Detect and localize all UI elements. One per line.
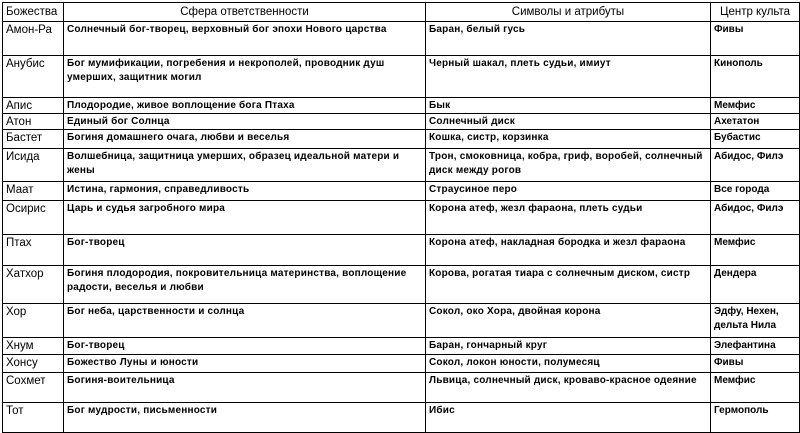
deity-sphere: Волшебница, защитница умерших, образец идеальной матери и жены	[64, 149, 426, 182]
deity-cult-center: Дендера	[711, 266, 800, 304]
deity-sphere: Бог-творец	[64, 235, 426, 266]
deity-name: Хонсу	[3, 355, 64, 373]
table-row	[3, 304, 800, 338]
deity-cult-center: Мемфис	[711, 235, 800, 266]
deity-symbols: Баран, гончарный круг	[426, 338, 711, 355]
deity-name: Маат	[3, 182, 64, 201]
deity-cult-center: Фивы	[711, 22, 800, 56]
deity-sphere: Истина, гармония, справедливость	[64, 182, 426, 201]
table-row	[3, 22, 800, 56]
deity-name: Тот	[3, 403, 64, 433]
table-row	[3, 182, 800, 201]
table-row	[3, 114, 800, 130]
deity-name: Анубис	[3, 56, 64, 98]
header-sphere: Сфера ответственности	[64, 3, 426, 22]
deity-name: Птах	[3, 235, 64, 266]
deity-cult-center: Абидос, Филэ	[711, 149, 800, 182]
deity-cult-center: Кинополь	[711, 56, 800, 98]
deity-symbols: Черный шакал, плеть судьи, имиут	[426, 56, 711, 98]
deity-name: Сохмет	[3, 373, 64, 403]
deity-cult-center: Абидос, Филэ	[711, 201, 800, 235]
deity-cult-center: Все города	[711, 182, 800, 201]
deity-sphere: Солнечный бог-творец, верховный бог эпохи Нового царства	[64, 22, 426, 56]
table-row	[3, 98, 800, 114]
deity-name: Хатхор	[3, 266, 64, 304]
deity-symbols: Кошка, систр, корзинка	[426, 130, 711, 149]
deity-cult-center: Эдфу, Нехен, дельта Нила	[711, 304, 800, 338]
deity-sphere: Бог мумификации, погребения и некрополей, проводник душ умерших, защитник могил	[64, 56, 426, 98]
table-row	[3, 149, 800, 182]
deity-cult-center: Мемфис	[711, 98, 800, 114]
deity-symbols: Корона атеф, накладная бородка и жезл фараона	[426, 235, 711, 266]
deity-name: Бастет	[3, 130, 64, 149]
deity-cult-center: Ахетатон	[711, 114, 800, 130]
table-row	[3, 56, 800, 98]
header-cult-center: Центр культа	[711, 3, 800, 22]
deities-table	[2, 2, 800, 433]
deity-name: Амон-Ра	[3, 22, 64, 56]
deity-symbols: Сокол, локон юности, полумесяц	[426, 355, 711, 373]
deity-sphere: Бог неба, царственности и солнца	[64, 304, 426, 338]
deity-sphere: Бог-творец	[64, 338, 426, 355]
header-deity: Божества	[3, 3, 64, 22]
deity-symbols: Ибис	[426, 403, 711, 433]
deity-sphere: Богиня плодородия, покровительница материнства, воплощение радости, веселья и любви	[64, 266, 426, 304]
deity-name: Апис	[3, 98, 64, 114]
deity-name: Хор	[3, 304, 64, 338]
deity-cult-center: Бубастис	[711, 130, 800, 149]
deity-sphere: Богиня-воительница	[64, 373, 426, 403]
table-row	[3, 201, 800, 235]
deity-name: Исида	[3, 149, 64, 182]
deity-sphere: Плодородие, живое воплощение бога Птаха	[64, 98, 426, 114]
deity-sphere: Божество Луны и юности	[64, 355, 426, 373]
deity-symbols: Солнечный диск	[426, 114, 711, 130]
deity-name: Атон	[3, 114, 64, 130]
table-row	[3, 235, 800, 266]
table-row	[3, 355, 800, 373]
header-row	[3, 3, 800, 22]
table-row	[3, 130, 800, 149]
deity-cult-center: Мемфис	[711, 373, 800, 403]
deity-symbols: Трон, смоковница, кобра, гриф, воробей, солнечный диск между рогов	[426, 149, 711, 182]
header-symbols: Символы и атрибуты	[426, 3, 711, 22]
deity-cult-center: Элефантина	[711, 338, 800, 355]
deity-symbols: Корона атеф, жезл фараона, плеть судьи	[426, 201, 711, 235]
table-row	[3, 373, 800, 403]
deity-cult-center: Фивы	[711, 355, 800, 373]
deity-sphere: Царь и судья загробного мира	[64, 201, 426, 235]
deity-name: Хнум	[3, 338, 64, 355]
deity-sphere: Единый бог Солнца	[64, 114, 426, 130]
deity-sphere: Бог мудрости, письменности	[64, 403, 426, 433]
deity-sphere: Богиня домашнего очага, любви и веселья	[64, 130, 426, 149]
deity-symbols: Страусиное перо	[426, 182, 711, 201]
deity-symbols: Бык	[426, 98, 711, 114]
deity-symbols: Баран, белый гусь	[426, 22, 711, 56]
table-row	[3, 338, 800, 355]
deity-cult-center: Гермополь	[711, 403, 800, 433]
table-row	[3, 266, 800, 304]
deity-symbols: Сокол, око Хора, двойная корона	[426, 304, 711, 338]
deity-symbols: Львица, солнечный диск, кроваво-красное одеяние	[426, 373, 711, 403]
deity-name: Осирис	[3, 201, 64, 235]
deity-symbols: Корова, рогатая тиара с солнечным диском, систр	[426, 266, 711, 304]
table-row	[3, 403, 800, 433]
